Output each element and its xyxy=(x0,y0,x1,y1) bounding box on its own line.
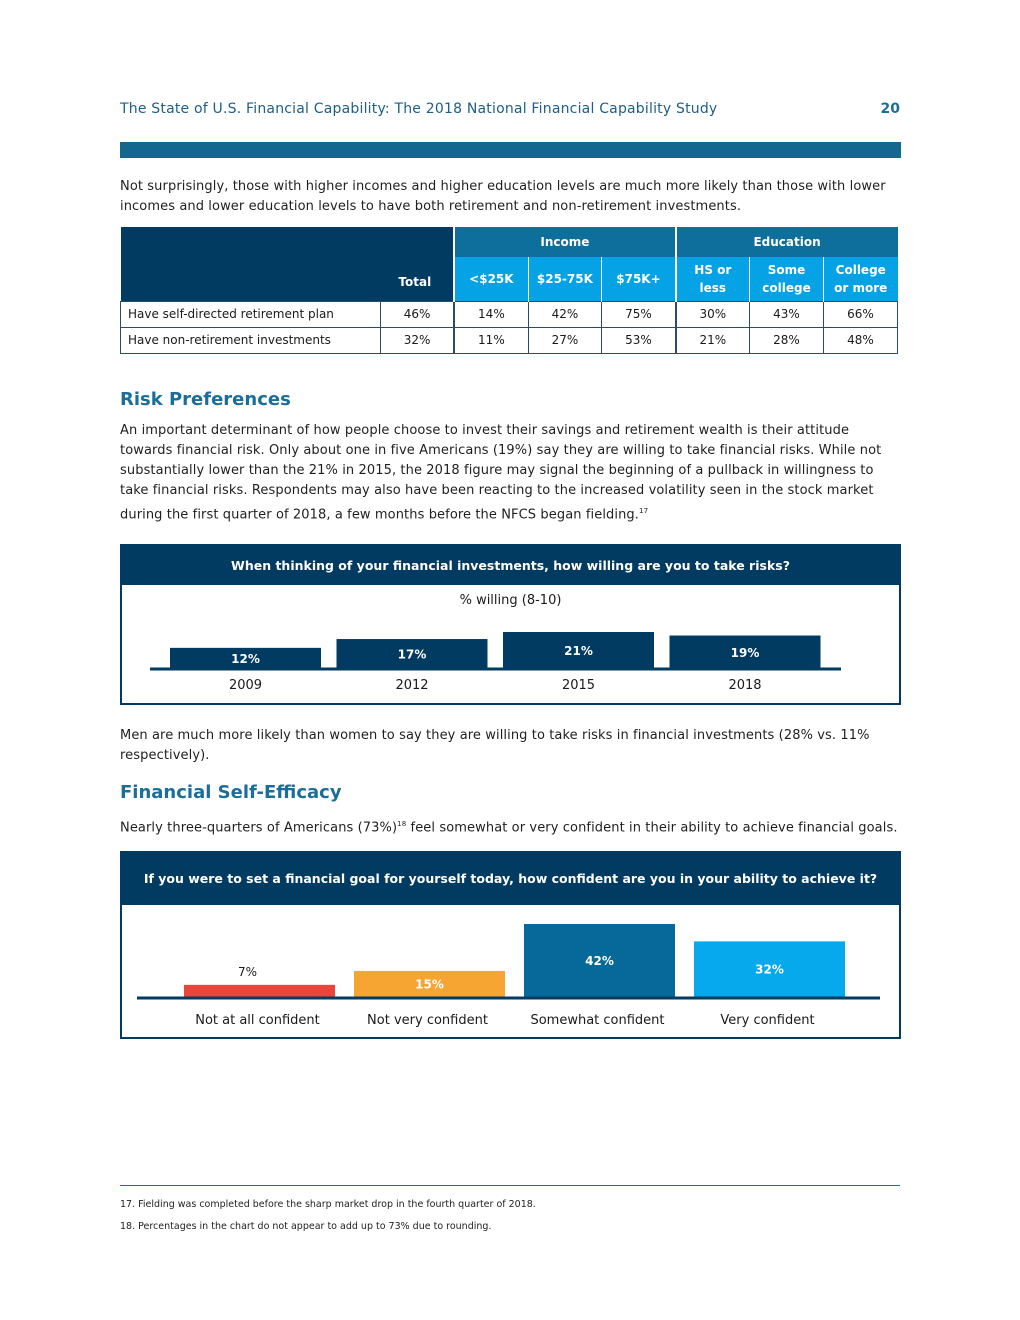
risk-chart-plot xyxy=(122,585,899,703)
table-col-edu-3: College or more xyxy=(823,257,897,301)
risk-heading: Risk Preferences xyxy=(120,389,291,410)
risk-chart xyxy=(120,544,901,705)
risk-chart-subtitle: % willing (8-10) xyxy=(459,593,562,608)
row-total: 32% xyxy=(380,327,454,353)
row-value: 27% xyxy=(528,327,602,353)
table-group-education: Education xyxy=(676,227,898,257)
page-number: 20 xyxy=(880,101,900,117)
confidence-bar-label: 15% xyxy=(415,977,444,992)
confidence-chart xyxy=(120,851,901,1039)
row-value: 66% xyxy=(823,301,897,327)
table-col-income-2: $25-75K xyxy=(528,257,602,301)
row-value: 75% xyxy=(602,301,676,327)
table-row xyxy=(121,327,898,353)
row-value: 42% xyxy=(528,301,602,327)
confidence-category-label: Somewhat confident xyxy=(530,1013,665,1028)
risk-category-label: 2015 xyxy=(561,678,596,693)
men-women-paragraph: Men are much more likely than women to say they are willing to take risks in financial investments (28% vs. 11% respectively). xyxy=(120,728,870,763)
confidence-category-label: Not at all confident xyxy=(195,1013,320,1028)
confidence-category-label: Not very confident xyxy=(367,1013,488,1028)
table-col-income-1: <$25K xyxy=(454,257,528,301)
footnote-ref-18: 18 xyxy=(397,820,407,828)
efficacy-body-post: feel somewhat or very confident in their ability to achieve financial goals. xyxy=(406,820,898,836)
confidence-chart-title: If you were to set a financial goal for yourself today, how confident are you in your ability to achieve it? xyxy=(122,853,899,905)
footnote-17: 17. Fielding was completed before the sharp market drop in the fourth quarter of 2018. xyxy=(120,1199,536,1210)
footnote-rule xyxy=(120,1185,900,1186)
row-value: 43% xyxy=(750,301,824,327)
table-group-income: Income xyxy=(454,227,675,257)
row-value: 28% xyxy=(750,327,824,353)
confidence-bar-label: 7% xyxy=(237,964,258,979)
risk-category-label: 2012 xyxy=(395,678,429,693)
header-rule xyxy=(120,142,901,158)
risk-bar-label: 12% xyxy=(231,651,260,666)
investments-table xyxy=(120,227,898,354)
risk-paragraph xyxy=(120,421,902,525)
efficacy-paragraph xyxy=(120,814,900,838)
intro-paragraph: Not surprisingly, those with higher incomes and higher education levels are much more likely than those with lower incomes and lower education levels to have both retirement and non-retirement investments. xyxy=(120,179,886,214)
row-value: 11% xyxy=(454,327,528,353)
confidence-bar-label: 32% xyxy=(755,962,784,977)
row-value: 53% xyxy=(602,327,676,353)
table-row xyxy=(121,301,898,327)
risk-body: An important determinant of how people choose to invest their savings and retirement wealth is their attitude towards financial risk. Only about one in five Americans (19%) say they are willing to take financial risks. While not substantially lower than the 21% in 2015, the 2018 figure may signal the beginning of a pullback in willingness to take financial risks. Respondents may also have been reacting to the increased volatility seen in the stock market during the first quarter of 2018, a few months before the NFCS began fielding. xyxy=(120,423,882,523)
footnote-18: 18. Percentages in the chart do not appear to add up to 73% due to rounding. xyxy=(120,1221,492,1232)
table-col-income-3: $75K+ xyxy=(602,257,676,301)
row-label: Have self-directed retirement plan xyxy=(121,301,381,327)
running-header-title: The State of U.S. Financial Capability: The 2018 National Financial Capability Study xyxy=(120,101,718,117)
confidence-bar-label: 42% xyxy=(585,954,614,968)
risk-category-label: 2018 xyxy=(728,678,762,693)
risk-chart-title: When thinking of your financial investments, how willing are you to take risks? xyxy=(122,546,899,585)
risk-bar-label: 17% xyxy=(397,647,427,662)
row-total: 46% xyxy=(380,301,454,327)
confidence-bar xyxy=(184,985,335,997)
footnote-ref-17: 17 xyxy=(639,507,649,515)
row-value: 21% xyxy=(676,327,750,353)
efficacy-body-pre: Nearly three-quarters of Americans (73%) xyxy=(120,820,398,836)
confidence-chart-plot xyxy=(122,905,899,1037)
row-value: 48% xyxy=(823,327,897,353)
confidence-category-label: Very confident xyxy=(720,1013,815,1028)
risk-bar-label: 21% xyxy=(564,644,593,658)
risk-bar-label: 19% xyxy=(730,645,760,660)
risk-category-label: 2009 xyxy=(228,678,263,693)
row-value: 14% xyxy=(454,301,528,327)
table-col-edu-2: Some college xyxy=(750,257,824,301)
row-value: 30% xyxy=(676,301,750,327)
efficacy-heading: Financial Self-Efficacy xyxy=(120,782,342,803)
table-col-edu-1: HS or less xyxy=(676,257,750,301)
row-label: Have non-retirement investments xyxy=(121,327,381,353)
table-col-total: Total xyxy=(121,227,455,301)
